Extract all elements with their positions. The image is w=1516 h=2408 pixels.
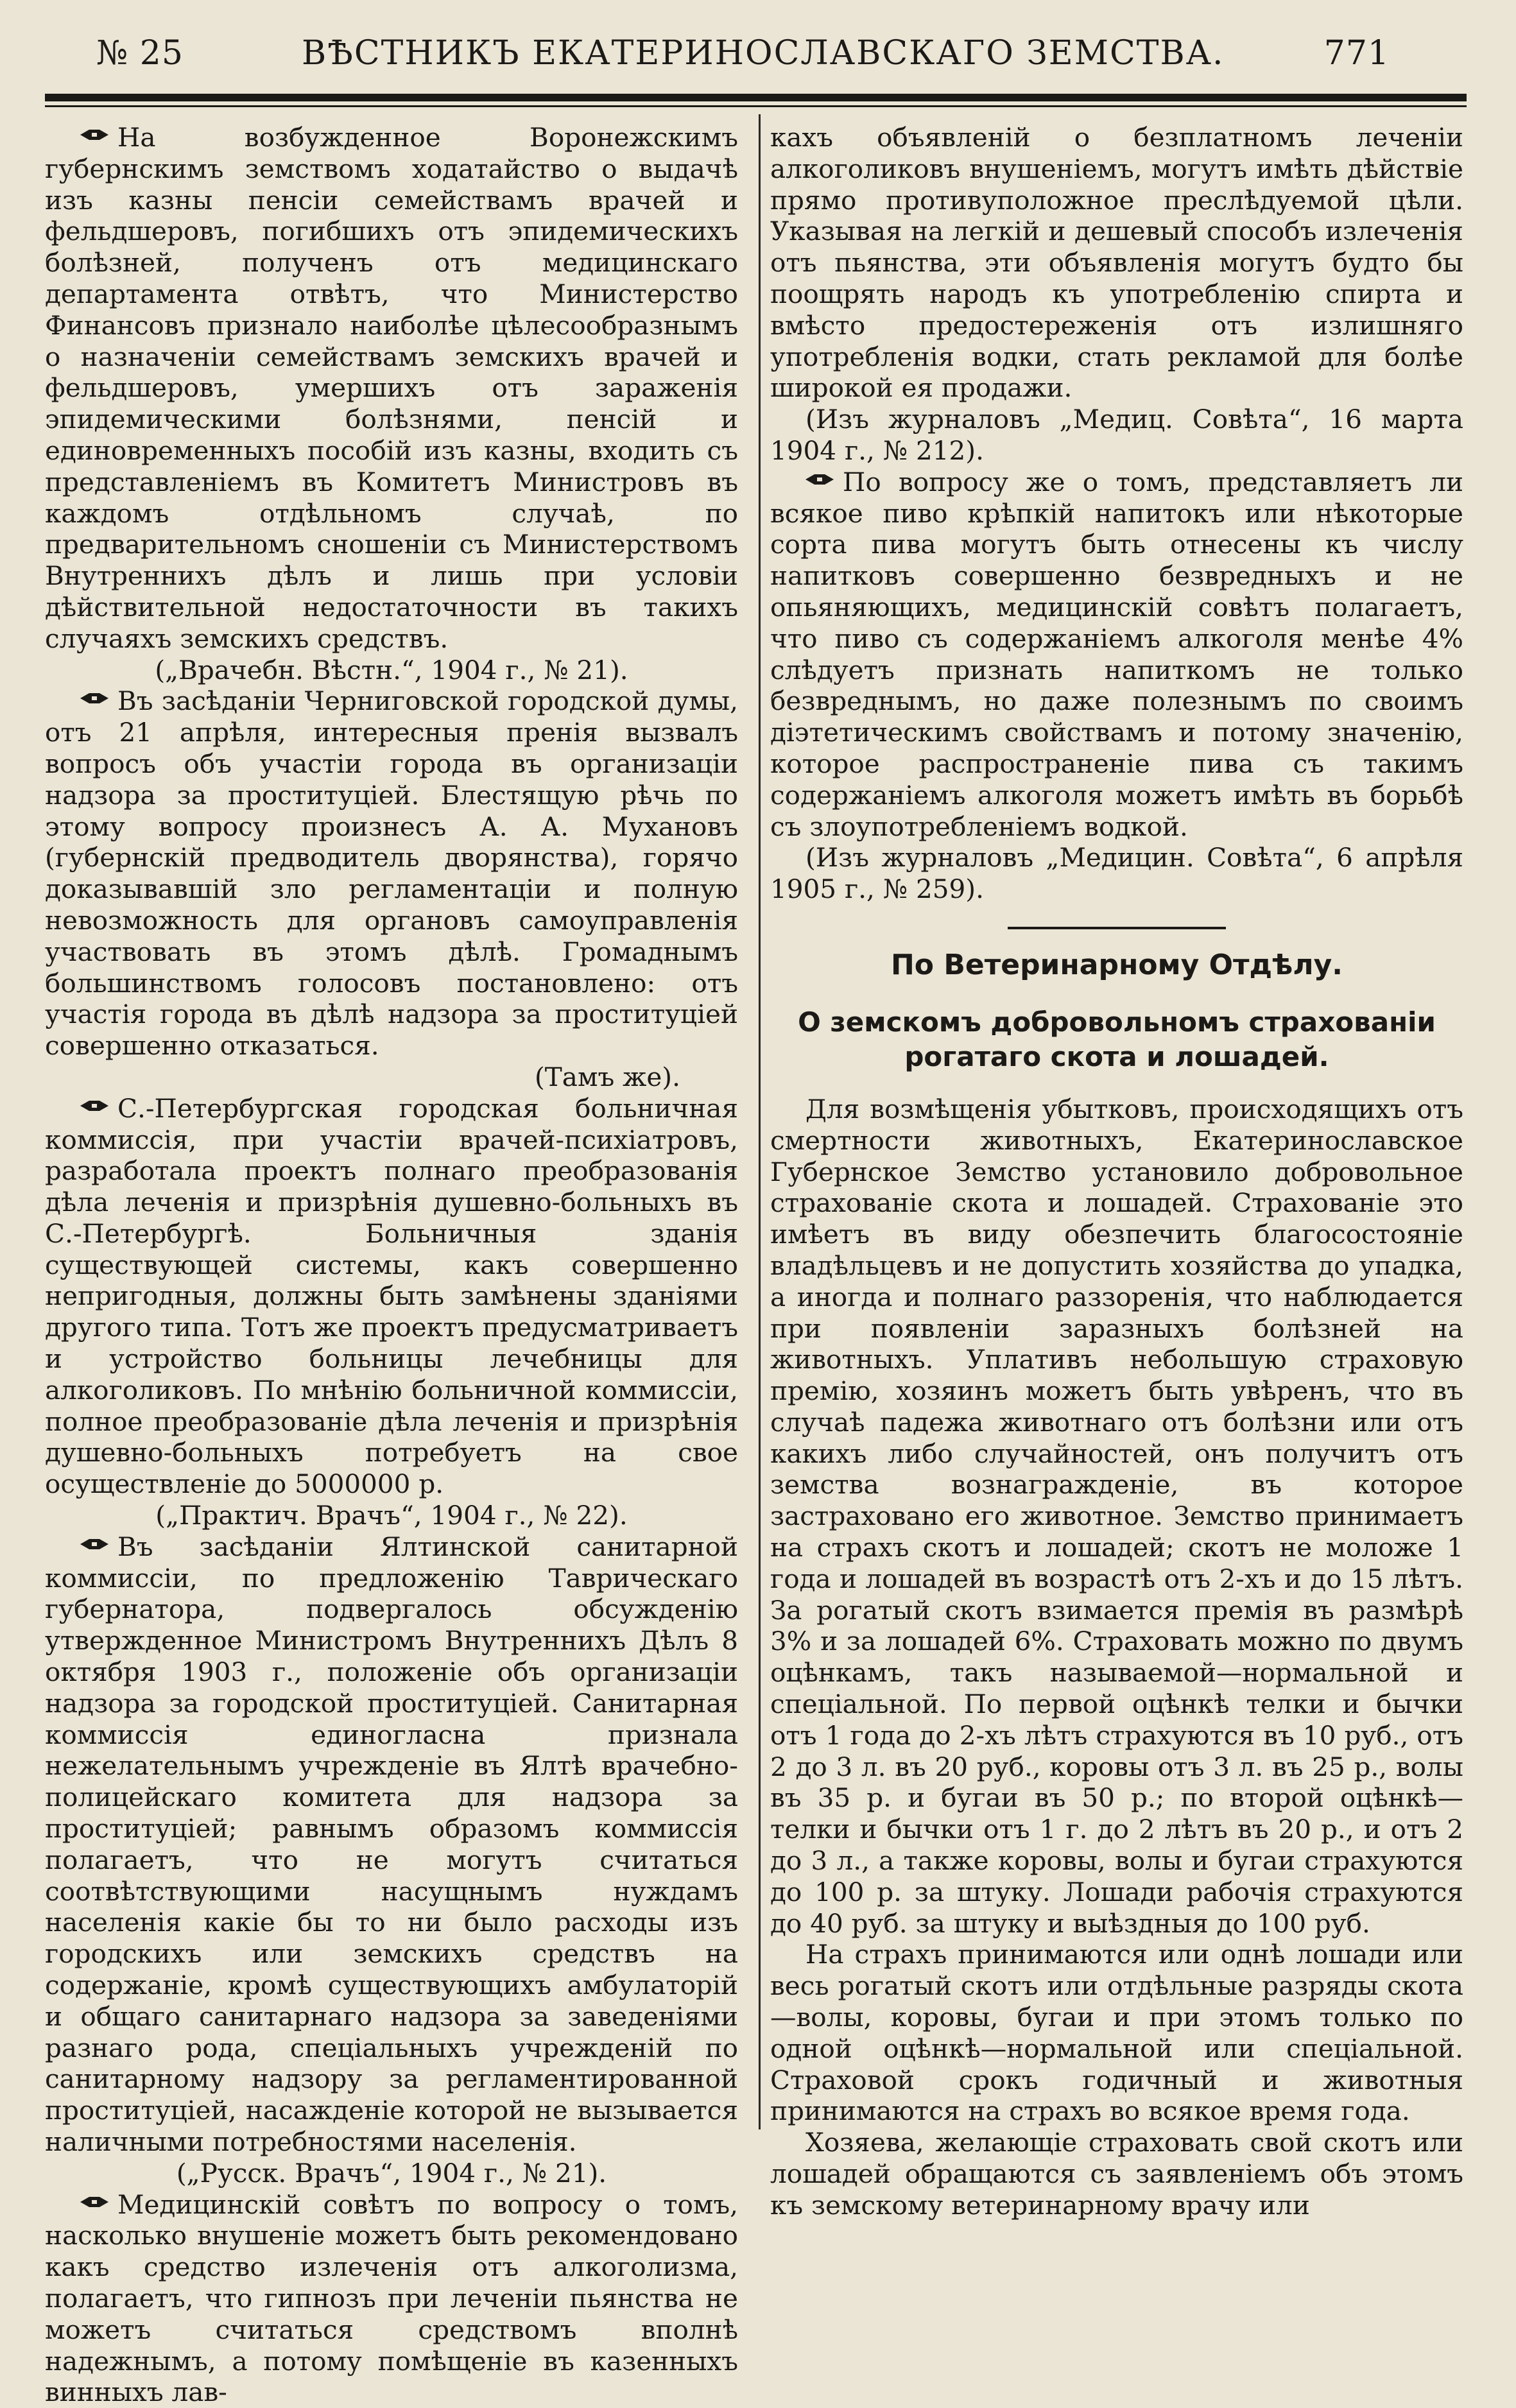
- diamond-bullet-icon: [805, 473, 834, 486]
- article-title: О земскомъ добровольномъ страхованіи рогатаго скота и лошадей.: [798, 1006, 1436, 1072]
- source-citation: („Практич. Врачъ“, 1904 г., № 22).: [155, 1500, 628, 1531]
- source-citation: („Русск. Врачъ“, 1904 г., № 21).: [176, 2157, 607, 2189]
- source-citation: (Тамъ же).: [534, 1061, 680, 1092]
- article-paragraph: Хозяева, желающіе страховать свой скотъ или лошадей обращаются съ заявленіемъ объ этомъ къ земскому ветеринарному врачу или: [770, 2127, 1463, 2221]
- diamond-bullet-icon: [80, 2196, 108, 2208]
- left-column: [45, 122, 738, 2408]
- article-paragraph: На страхъ принимаются или однѣ лошади или весь рогатый скотъ или отдѣльные разряды скота—волы, коровы, бугаи и при этомъ только по одной оцѣнкѣ—нормальной или спеціальной. Страховой срокъ годичный и животныя принимаются на страхъ во всякое время года.: [770, 1939, 1463, 2127]
- source-citation: („Врачебн. Вѣстн.“, 1904 г., № 21).: [155, 654, 628, 685]
- page-number: 771: [1323, 34, 1390, 73]
- diamond-bullet-icon: [80, 1538, 108, 1551]
- page-header: [96, 31, 1402, 76]
- header-rule-thick: [45, 94, 1467, 101]
- issue-number: № 25: [96, 34, 184, 73]
- source-citation: (Изъ журналовъ „Медицин. Совѣта“, 6 апрѣля 1905 г., № 259).: [770, 842, 1463, 905]
- news-item: [45, 1531, 738, 2158]
- news-item: [45, 122, 738, 655]
- news-text-continued: кахъ объявленій о безплатномъ леченіи алкоголиковъ внушеніемъ, могутъ имѣть дѣйствіе прямо противуположное преслѣдуемой цѣли. Указывая на легкій и дешевый способъ излеченія отъ пьянства, эти объявленія могутъ будто бы поощрять народъ къ употребленію спирта и вмѣсто предостереженія отъ излишняго употребленія водки, стать рекламой для болѣе широкой ея продажи.: [770, 122, 1463, 404]
- news-text: По вопросу же о томъ, представляетъ ли всякое пиво крѣпкій напитокъ или нѣкоторые сорта пива могутъ быть отнесены къ числу напитковъ совершенно безвредныхъ и не опьяняющихъ, медицинскій совѣтъ полагаетъ, что пиво съ содержаніемъ алкоголя менѣе 4% слѣдуетъ признать напиткомъ не только безвреднымъ, но даже полезнымъ по своимъ діэтетическимъ свойствамъ и потому значенію, которое распространеніе пива съ такимъ содержаніемъ алкоголя можетъ имѣть въ борьбѣ съ злоупотребленіемъ водкой.: [770, 466, 1463, 842]
- right-column: [770, 122, 1463, 2221]
- news-item: [770, 467, 1463, 843]
- news-text: С.-Петербургская городская больничная коммиссія, при участіи врачей-психіатровъ, разработала проектъ полнаго преобразованія дѣла леченія и призрѣнія душевно-больныхъ въ С.-Петербургѣ. Больничныя зданія существующей системы, какъ совершенно непригодныя, должны быть замѣнены зданіями другого типа. Тотъ же проектъ предусматриваетъ и устройство больницы лечебницы для алкоголиковъ. По мнѣнію больничной коммиссіи, полное преобразованіе дѣла леченія и призрѣнія душевно-больныхъ потребуетъ на свое осуществленіе до 5000000 р.: [45, 1092, 738, 1500]
- news-item: [45, 685, 738, 1062]
- section-rule: [1008, 927, 1226, 929]
- news-text: Въ засѣданіи Ялтинской санитарной коммиссіи, по предложенію Таврическаго губернатора, подвергалось обсужденію утвержденное Министромъ Внутреннихъ Дѣлъ 8 октября 1903 г., положеніе объ организаціи надзора за городской проституціей. Санитарная коммиссія единогласна признала нежелательнымъ учрежденіе въ Ялтѣ врачебно-полицейскаго комитета для надзора за проституціей; равнымъ образомъ коммиссія полагаетъ, что не могутъ считаться соотвѣтствующими насущнымъ нуждамъ населенія какіе бы то ни было расходы изъ городскихъ или земскихъ средствъ на содержаніе, кромѣ существующихъ амбулаторій и общаго санитарнаго надзора за заведеніями разнаго рода, спеціальныхъ учрежденій по санитарному надзору за регламентированной проституціей, насажденіе которой не вызывается наличными потребностями населенія.: [45, 1531, 738, 2157]
- news-text: Въ засѣданіи Черниговской городской думы, отъ 21 апрѣля, интересныя пренія вызвалъ вопросъ объ участіи города въ организаціи надзора за проституціей. Блестящую рѣчь по этому вопросу произнесъ А. А. Мухановъ (губернскій предводитель дворянства), горячо доказывавшій зло регламентаціи и полную невозможность для органовъ самоуправленія участвовать въ этомъ дѣлѣ. Громаднымъ большинствомъ голосовъ постановлено: отъ участія города въ дѣлѣ надзора за проституціей совершенно отказаться.: [45, 685, 738, 1062]
- diamond-bullet-icon: [80, 1099, 108, 1112]
- source-citation: (Изъ журналовъ „Медиц. Совѣта“, 16 марта 1904 г., № 212).: [770, 404, 1463, 466]
- diamond-bullet-icon: [80, 692, 108, 705]
- news-item: [45, 1093, 738, 1500]
- news-text: На возбужденное Воронежскимъ губернскимъ земствомъ ходатайство о выдачѣ изъ казны пенсіи семействамъ врачей и фельдшеровъ, погибшихъ отъ эпидемическихъ болѣзней, полученъ отъ медицинскаго департамента отвѣтъ, что Министерство Финансовъ признало наиболѣе цѣлесообразнымъ о назначеніи семействамъ земскихъ врачей и фельдшеровъ, умершихъ отъ зараженія эпидемическими болѣзнями, пенсій и единовременныхъ пособій изъ казны, входить съ представленіемъ въ Комитетъ Министровъ въ каждомъ отдѣльномъ случаѣ, по предварительномъ сношеніи съ Министерствомъ Внутреннихъ дѣлъ и лишь при условіи дѣйствительной недостаточности въ такихъ случаяхъ земскихъ средствъ.: [45, 122, 738, 654]
- diamond-bullet-icon: [80, 128, 108, 141]
- column-divider: [759, 114, 761, 2129]
- article-paragraph: Для возмѣщенія убытковъ, происходящихъ отъ смертности животныхъ, Екатеринославское Губернское Земство установило добровольное страхованіе скота и лошадей. Страхованіе это имѣетъ въ виду обезпечить благосостояніе владѣльцевъ и не допустить хозяйства до упадка, а иногда и полнаго раззоренія, что наблюдается при появленіи заразныхъ болѣзней на животныхъ. Уплативъ небольшую страховую премію, хозяинъ можетъ быть увѣренъ, что въ случаѣ падежа животнаго отъ болѣзни или отъ какихъ либо случайностей, онъ получитъ отъ земства вознагражденіе, въ которое застраховано его животное. Земство принимаетъ на страхъ скотъ и лошадей; скотъ не моложе 1 года и лошадей въ возрастѣ отъ 2-хъ и до 15 лѣтъ. За рогатый скотъ взимается премія въ размѣрѣ 3% и за лошадей 6%. Страховать можно по двумъ оцѣнкамъ, такъ называемой—нормальной и спеціальной. По первой оцѣнкѣ телки и бычки отъ 1 года до 2-хъ лѣтъ страхуются въ 10 руб., отъ 2 до 3 л. въ 20 руб., коровы отъ 3 л. въ 25 р., волы въ 35 р. и бугаи въ 50 р.; по второй оцѣнкѣ—телки и бычки отъ 1 г. до 2 лѣтъ въ 20 р., и отъ 2 до 3 л., а также коровы, волы и бугаи страхуются до 100 р. за штуку. Лошади рабочія страхуются до 40 руб. за штуку и выѣздныя до 100 руб.: [770, 1093, 1463, 1939]
- journal-title: ВѢСТНИКЪ ЕКАТЕРИНОСЛАВСКАГО ЗЕМСТВА.: [302, 34, 1225, 73]
- news-text: Медицинскій совѣтъ по вопросу о томъ, насколько внушеніе можетъ быть рекомендовано какъ средство излеченія отъ алкоголизма, полагаетъ, что гипнозъ при леченіи пьянства не можетъ считаться средствомъ вполнѣ надежнымъ, а потому помѣщеніе въ казенныхъ винныхъ лав-: [45, 2189, 738, 2408]
- header-rule-thin: [45, 105, 1467, 107]
- section-title: По Ветеринарному Отдѣлу.: [890, 948, 1343, 981]
- news-item: [45, 2189, 738, 2408]
